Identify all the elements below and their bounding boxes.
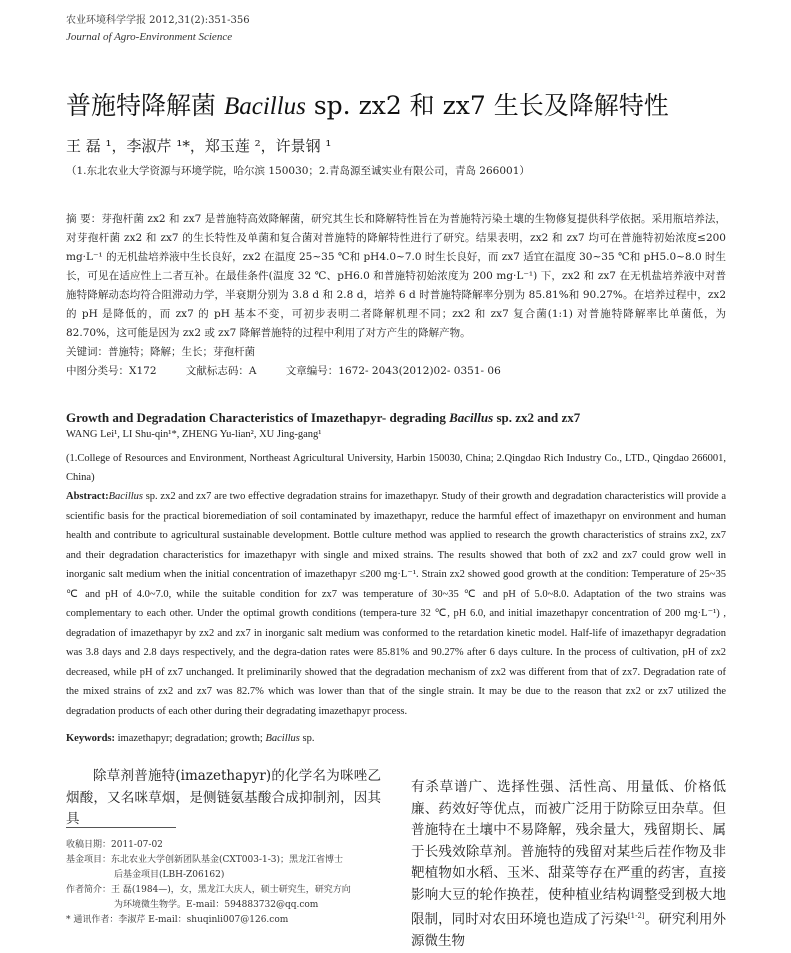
keywords-en: Keywords: imazethapyr; degradation; growth; Bacillus sp. [66,733,315,744]
authors-cn: 王 磊 ¹，李淑芹 ¹*，郑玉莲 ²，许景钢 ¹ [66,137,332,155]
keywords-cn: 关键词：普施特；降解；生长；芽孢杆菌 [66,346,255,358]
footnote-author: 作者简介：王 磊(1984—)，女，黑龙江大庆人，硕士研究生，研究方向 [66,885,351,895]
citation-ref[interactable]: [1-2] [627,912,645,920]
footnote-fund-cont: 后基金项目(LBH-Z06162) [114,870,225,880]
classification-line [66,362,726,381]
footnotes [66,838,386,928]
article-title-en: Growth and Degradation Characteristics of Imazethapyr- degrading Bacillus sp. zx2 and zx7 [66,410,581,425]
class-number: 中图分类号：X172 [66,365,157,377]
footnote-received: 收稿日期：2011-07-02 [66,840,163,850]
abstract-en: Abstract:Bacillus sp. zx2 and zx7 are two effective degradation strains for imazethapyr. Study of their growth and degradation characteristics will provide a scientific basis for the practical bioremediation of soil contaminated by imazethapyr, reduce the harmful effect of imazethapyr on environment and human health and contribute to agricultural sustainable development. Bottle culture method was applied to research the growth characteristics of strains zx2, zx7 and their degradation characteristics for imazethapyr with single and mixed strains. The results showed that both of zx2 and zx7 could grow well in inorganic salt medium when the initial concentration of imazethapyr ≤200 mg·L⁻¹. Strain zx2 showed good growth at the condition: Temperature of 25~35 ℃ and pH of 4.0~7.0, while the suitable condition for zx7 was temperature of 30~35 ℃ and pH of 5.0~8.0. Adaptation of the two strains was complementary to each other. Under the optimal growth conditions (tempera-ture 32 ℃, pH 6.0, and initial imazethapyr concentration of 200 mg·L⁻¹) , degradation of imazethapyr by zx2 and zx7 in inorganic salt medium was conformed to the retardation kinetic model. Half-life of imazethapyr degradation was 3.8 days and 2.8 days respectively, and the degra-dation rates were 85.81% and 90.27% after 6 days culture. In the process of cultivation, pH of zx2 decreased, while pH of zx7 unchanged. It preliminarily showed that the degradation mechanism of zx2 was different from that of zx7. Degradation rate of the mixed strains of zx2 and zx7 was 82.7% which was lower than that of the single strain. It may be due to the reason that zx2 or zx7 utilized the degradation products of each other during their degradating imazethapyr process. [66,491,726,717]
journal-header-cn: 农业环境科学学报 2012,31(2):351-356 [66,15,250,26]
footnote-author-cont: 为环境微生物学。E-mail：594883732@qq.com [114,900,319,910]
article-number: 文章编号：1672- 2043(2012)02- 0351- 06 [285,365,501,377]
body-text-right-column: 有杀草谱广、选择性强、活性高、用量低、价格低廉、药效好等优点，而被广泛用于防除豆田杂草。但普施特在土壤中不易降解，残余量大，残留期长、属于长残效除草剂。普施特的残留对某些后茬作物及非靶植物如水稻、玉米、甜菜等存在严重的药害，直接影响大豆的轮作换茬，使种植业结构调整受到极大地限制，同时对农田环境也造成了污染[1-2]。研究利用外源微生物 [411,779,727,949]
footnote-fund: 基金项目：东北农业大学创新团队基金(CXT003-1-3)；黑龙江省博士 [66,855,344,865]
document-code: 文献标志码：A [185,365,257,377]
authors-en: WANG Lei¹, LI Shu-qin¹*, ZHENG Yu-lian², XU Jing-gang¹ [66,429,322,440]
abstract-cn: 摘 要：芽孢杆菌 zx2 和 zx7 是普施特高效降解菌，研究其生长和降解特性旨在为普施特污染土壤的生物修复提供科学依据。采用瓶培养法，对芽孢杆菌 zx2 和 zx7 的生长特性及单菌和复合菌对普施特的降解特性进行了研究。结果表明，zx2 和 zx7 均可在普施特初始浓度≤200 mg·L⁻¹ 的无机盐培养液中生长良好，zx2 在温度 25~35 ℃和 pH4.0~7.0 时生长良好，而 zx7 适宜在温度 30~35 ℃和 pH5.0~8.0 时生长，可见在适应性上二者互补。在最佳条件(温度 32 ℃、pH6.0 和普施特初始浓度为 200 mg·L⁻¹) 下，zx2 和 zx7 在无机盐培养液中对普施特降解动态均符合阻滞动力学，半衰期分别为 3.8 d 和 2.8 d，培养 6 d 时普施特降解率分别为 85.81%和 90.27%。在培养过程中，zx2 的 pH 是降低的，而 zx7 的 pH 基本不变，可初步表明二者降解机理不同；zx2 和 zx7 复合菌(1:1) 对普施特降解率比单菌低，为 82.70%，这可能是因为 zx2 或 zx7 降解普施特的过程中利用了对方产生的降解产物。 [66,213,726,339]
body-text-left-column: 除草剂普施特(imazethapyr)的化学名为咪唑乙烟酸，又名咪草烟，是侧链氨基酸合成抑制剂，因其具 [66,768,381,827]
footnote-corresponding: * 通讯作者：李淑芹 E-mail：shuqinli007@126.com [66,915,289,925]
affiliation-en: (1.College of Resources and Environment, Northeast Agricultural University, Harbin 150030, China; 2.Qingdao Rich Industry Co., LTD., Qingdao 266001, China) [66,453,726,483]
abstract-en-label: Abstract: [66,491,109,502]
footnote-divider [66,827,176,828]
journal-header-en: Journal of Agro-Environment Science [66,31,233,43]
affiliation-cn: （1.东北农业大学资源与环境学院，哈尔滨 150030；2.青岛源至诚实业有限公司，青岛 266001） [66,165,530,177]
article-title-cn: 普施特降解菌 Bacillus sp. zx2 和 zx7 生长及降解特性 [66,91,669,120]
